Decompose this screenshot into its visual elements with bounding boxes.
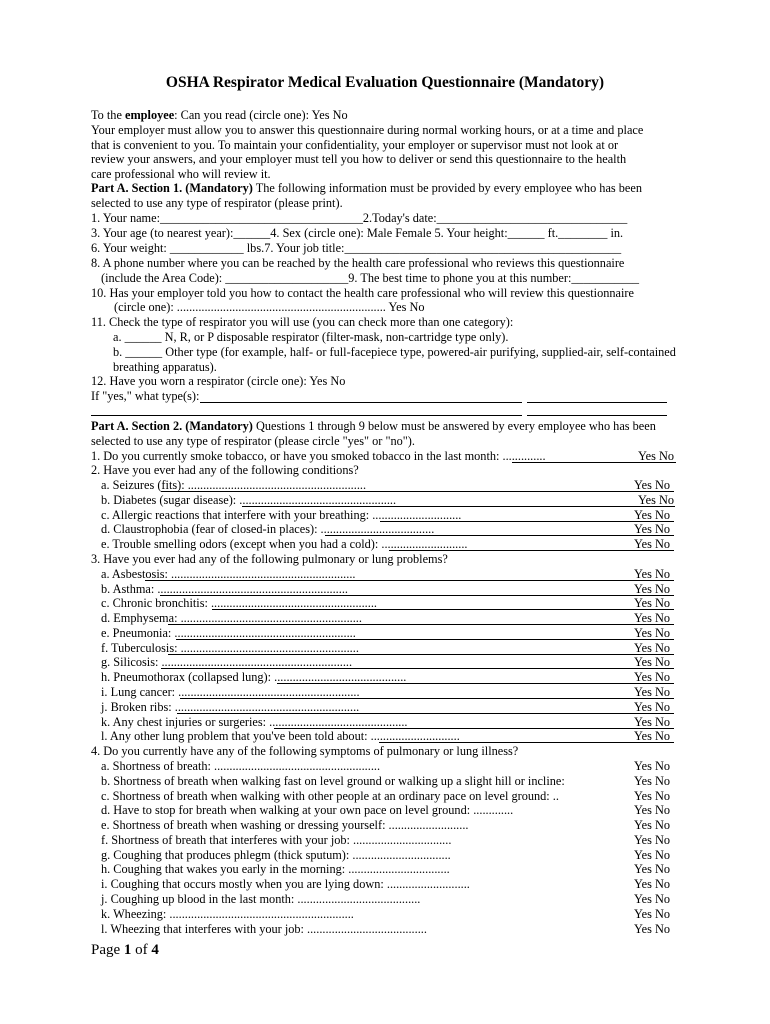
answer-underline: [389, 550, 674, 551]
question-1: 1. Do you currently smoke tobacco, or have you smoked tobacco in the last month: ..............: [91, 449, 546, 463]
yes-no-choice[interactable]: Yes No: [634, 877, 670, 891]
weight-job-line: 6. Your weight: ____________ lbs.7. Your job title:_____________________________________________: [91, 241, 622, 255]
q4-item: f. Shortness of breath that interferes with your job: ................................: [101, 833, 452, 847]
q4-item: l. Wheezing that interferes with your job: .......................................: [101, 922, 427, 936]
yes-no-choice[interactable]: Yes No: [638, 493, 674, 507]
q3-item: j. Broken ribs: ............................................................: [101, 700, 360, 714]
yes-no-choice[interactable]: Yes No: [634, 611, 670, 625]
q2-item: d. Claustrophobia (fear of closed-in places): .....................................: [101, 522, 435, 536]
phone-line: 8. A phone number where you can be reached by the health care professional who reviews this questionnaire: [91, 256, 625, 270]
answer-line[interactable]: [527, 402, 667, 403]
section1-heading-line2: selected to use any type of respirator (please print).: [91, 196, 343, 210]
question-3: 3. Have you ever had any of the following pulmonary or lung problems?: [91, 552, 448, 566]
read-question: To the employee: Can you read (circle one): Yes No: [91, 108, 348, 122]
yes-no-choice[interactable]: Yes No: [634, 685, 670, 699]
yes-no-choice[interactable]: Yes No: [634, 596, 670, 610]
yes-no-choice[interactable]: Yes No: [634, 774, 670, 788]
answer-underline: [242, 506, 675, 507]
q2-item: b. Diabetes (sugar disease): ...................................................: [101, 493, 397, 507]
q4-item: b. Shortness of breath when walking fast on level ground or walking up a slight hill or incline:: [101, 774, 565, 788]
page-title: OSHA Respirator Medical Evaluation Questionnaire (Mandatory): [165, 74, 605, 91]
q4-item: c. Shortness of breath when walking with other people at an ordinary pace on level ground: ..: [101, 789, 559, 803]
q3-item: i. Lung cancer: ...........................................................: [101, 685, 360, 699]
q4-item: j. Coughing up blood in the last month: ........................................: [101, 892, 421, 906]
contact-answer: (circle one): .................................................................... Yes No: [114, 300, 425, 314]
answer-line[interactable]: [91, 415, 522, 416]
yes-no-choice[interactable]: Yes No: [634, 907, 670, 921]
q4-item: i. Coughing that occurs mostly when you are lying down: ...........................: [101, 877, 470, 891]
page-footer: Page 1 of 4: [91, 942, 159, 958]
q3-item: c. Chronic bronchitis: ......................................................: [101, 596, 377, 610]
worn-respirator-question: 12. Have you worn a respirator (circle one): Yes No: [91, 374, 346, 388]
yes-no-choice[interactable]: Yes No: [634, 715, 670, 729]
yes-no-choice[interactable]: Yes No: [634, 922, 670, 936]
yes-no-choice[interactable]: Yes No: [634, 655, 670, 669]
answer-underline: [161, 491, 674, 492]
question-4: 4. Do you currently have any of the following symptoms of pulmonary or lung illness?: [91, 744, 519, 758]
answer-underline: [212, 609, 674, 610]
intro-line: Your employer must allow you to answer this questionnaire during normal working hours, or at a time and place: [91, 123, 644, 137]
yes-no-choice[interactable]: Yes No: [634, 892, 670, 906]
yes-no-choice[interactable]: Yes No: [634, 818, 670, 832]
answer-underline: [177, 713, 674, 714]
q2-item: e. Trouble smelling odors (except when you had a cold): ............................: [101, 537, 468, 551]
q3-item: h. Pneumothorax (collapsed lung): ...........................................: [101, 670, 407, 684]
what-types-label: If "yes," what type(s):: [91, 389, 200, 403]
intro-line: that is convenient to you. To maintain your confidentiality, your employer or supervisor must not look at or: [91, 138, 619, 152]
age-sex-height-line: 3. Your age (to nearest year):______4. Sex (circle one): Male Female 5. Your height:______ ft.________ in.: [91, 226, 624, 240]
q4-item: g. Coughing that produces phlegm (thick sputum): ................................: [101, 848, 451, 862]
answer-underline: [379, 742, 674, 743]
q3-item: b. Asthma: ..............................................................: [101, 582, 348, 596]
answer-underline: [161, 668, 674, 669]
q3-item: k. Any chest injuries or surgeries: .............................................: [101, 715, 408, 729]
answer-underline: [145, 580, 674, 581]
yes-no-choice[interactable]: Yes No: [638, 449, 674, 463]
page-total: 4: [151, 942, 159, 958]
q4-item: d. Have to stop for breath when walking at your own pace on level ground: .............: [101, 803, 514, 817]
yes-no-choice[interactable]: Yes No: [634, 848, 670, 862]
q4-item: h. Coughing that wakes you early in the morning: .................................: [101, 862, 450, 876]
q2-item: c. Allergic reactions that interfere with your breathing: .............................: [101, 508, 462, 522]
q4-item: e. Shortness of breath when washing or dressing yourself: ..........................: [101, 818, 469, 832]
respirator-option-a: a. ______ N, R, or P disposable respirator (filter-mask, non-cartridge type only).: [113, 330, 509, 344]
yes-no-choice[interactable]: Yes No: [634, 626, 670, 640]
q3-item: a. Asbestosis: ............................................................: [101, 567, 356, 581]
intro-line: review your answers, and your employer must tell you how to deliver or send this questionnaire to the health: [91, 152, 627, 166]
intro-line: care professional who will review it.: [91, 167, 271, 181]
yes-no-choice[interactable]: Yes No: [634, 803, 670, 817]
name-date-line: 1. Your name:_________________________________2.Today's date:_______________________________: [91, 211, 628, 225]
yes-no-choice[interactable]: Yes No: [634, 508, 670, 522]
yes-no-choice[interactable]: Yes No: [634, 582, 670, 596]
employee-word: employee: [124, 108, 175, 122]
q3-item: g. Silicosis: ..............................................................: [101, 655, 353, 669]
answer-underline: [277, 683, 674, 684]
respirator-option-b-line2: breathing apparatus).: [113, 360, 217, 374]
q4-item: a. Shortness of breath: ......................................................: [101, 759, 381, 773]
section1-heading: Part A. Section 1. (Mandatory) The following information must be provided by every employee who has been: [91, 181, 642, 195]
yes-no-choice[interactable]: Yes No: [634, 729, 670, 743]
yes-no-choice[interactable]: Yes No: [634, 833, 670, 847]
section2-heading-line2: selected to use any type of respirator (please circle "yes" or "no").: [91, 434, 415, 448]
yes-no-choice[interactable]: Yes No: [634, 522, 670, 536]
respirator-option-b: b. ______ Other type (for example, half- or full-facepiece type, powered-air purifying, supplied-air, self-contained: [113, 345, 676, 359]
question-2: 2. Have you ever had any of the following conditions?: [91, 463, 359, 477]
yes-no-choice[interactable]: Yes No: [634, 478, 670, 492]
yes-no-choice[interactable]: Yes No: [634, 567, 670, 581]
q3-item: f. Tuberculosis: ..........................................................: [101, 641, 359, 655]
section2-heading: Part A. Section 2. (Mandatory) Questions 1 through 9 below must be answered by every employee who has been: [91, 419, 656, 433]
answer-line[interactable]: [200, 402, 522, 403]
yes-no-choice[interactable]: Yes No: [634, 641, 670, 655]
q4-item: k. Wheezing: ............................................................: [101, 907, 354, 921]
respirator-type-question: 11. Check the type of respirator you will use (you can check more than one category):: [91, 315, 514, 329]
q3-item: d. Emphysema: ...........................................................: [101, 611, 362, 625]
page-number: 1: [123, 942, 132, 958]
answer-underline: [176, 639, 674, 640]
answer-underline: [325, 535, 674, 536]
q3-item: l. Any other lung problem that you've been told about: .............................: [101, 729, 460, 743]
q2-item: a. Seizures (fits): ..........................................................: [101, 478, 367, 492]
yes-no-choice[interactable]: Yes No: [634, 759, 670, 773]
phone-line-2: (include the Area Code): ____________________9. The best time to phone you at this number:___________: [101, 271, 640, 285]
q3-item: e. Pneumonia: ...........................................................: [101, 626, 356, 640]
yes-no-choice[interactable]: Yes No: [634, 537, 670, 551]
answer-underline: [168, 624, 674, 625]
answer-underline: [180, 698, 674, 699]
yes-no-choice[interactable]: Yes No: [634, 862, 670, 876]
answer-line[interactable]: [527, 415, 667, 416]
contact-question: 10. Has your employer told you how to contact the health care professional who will review this questionnaire: [91, 286, 634, 300]
yes-no-choice[interactable]: Yes No: [634, 670, 670, 684]
yes-no-choice[interactable]: Yes No: [634, 700, 670, 714]
yes-no-choice[interactable]: Yes No: [634, 789, 670, 803]
